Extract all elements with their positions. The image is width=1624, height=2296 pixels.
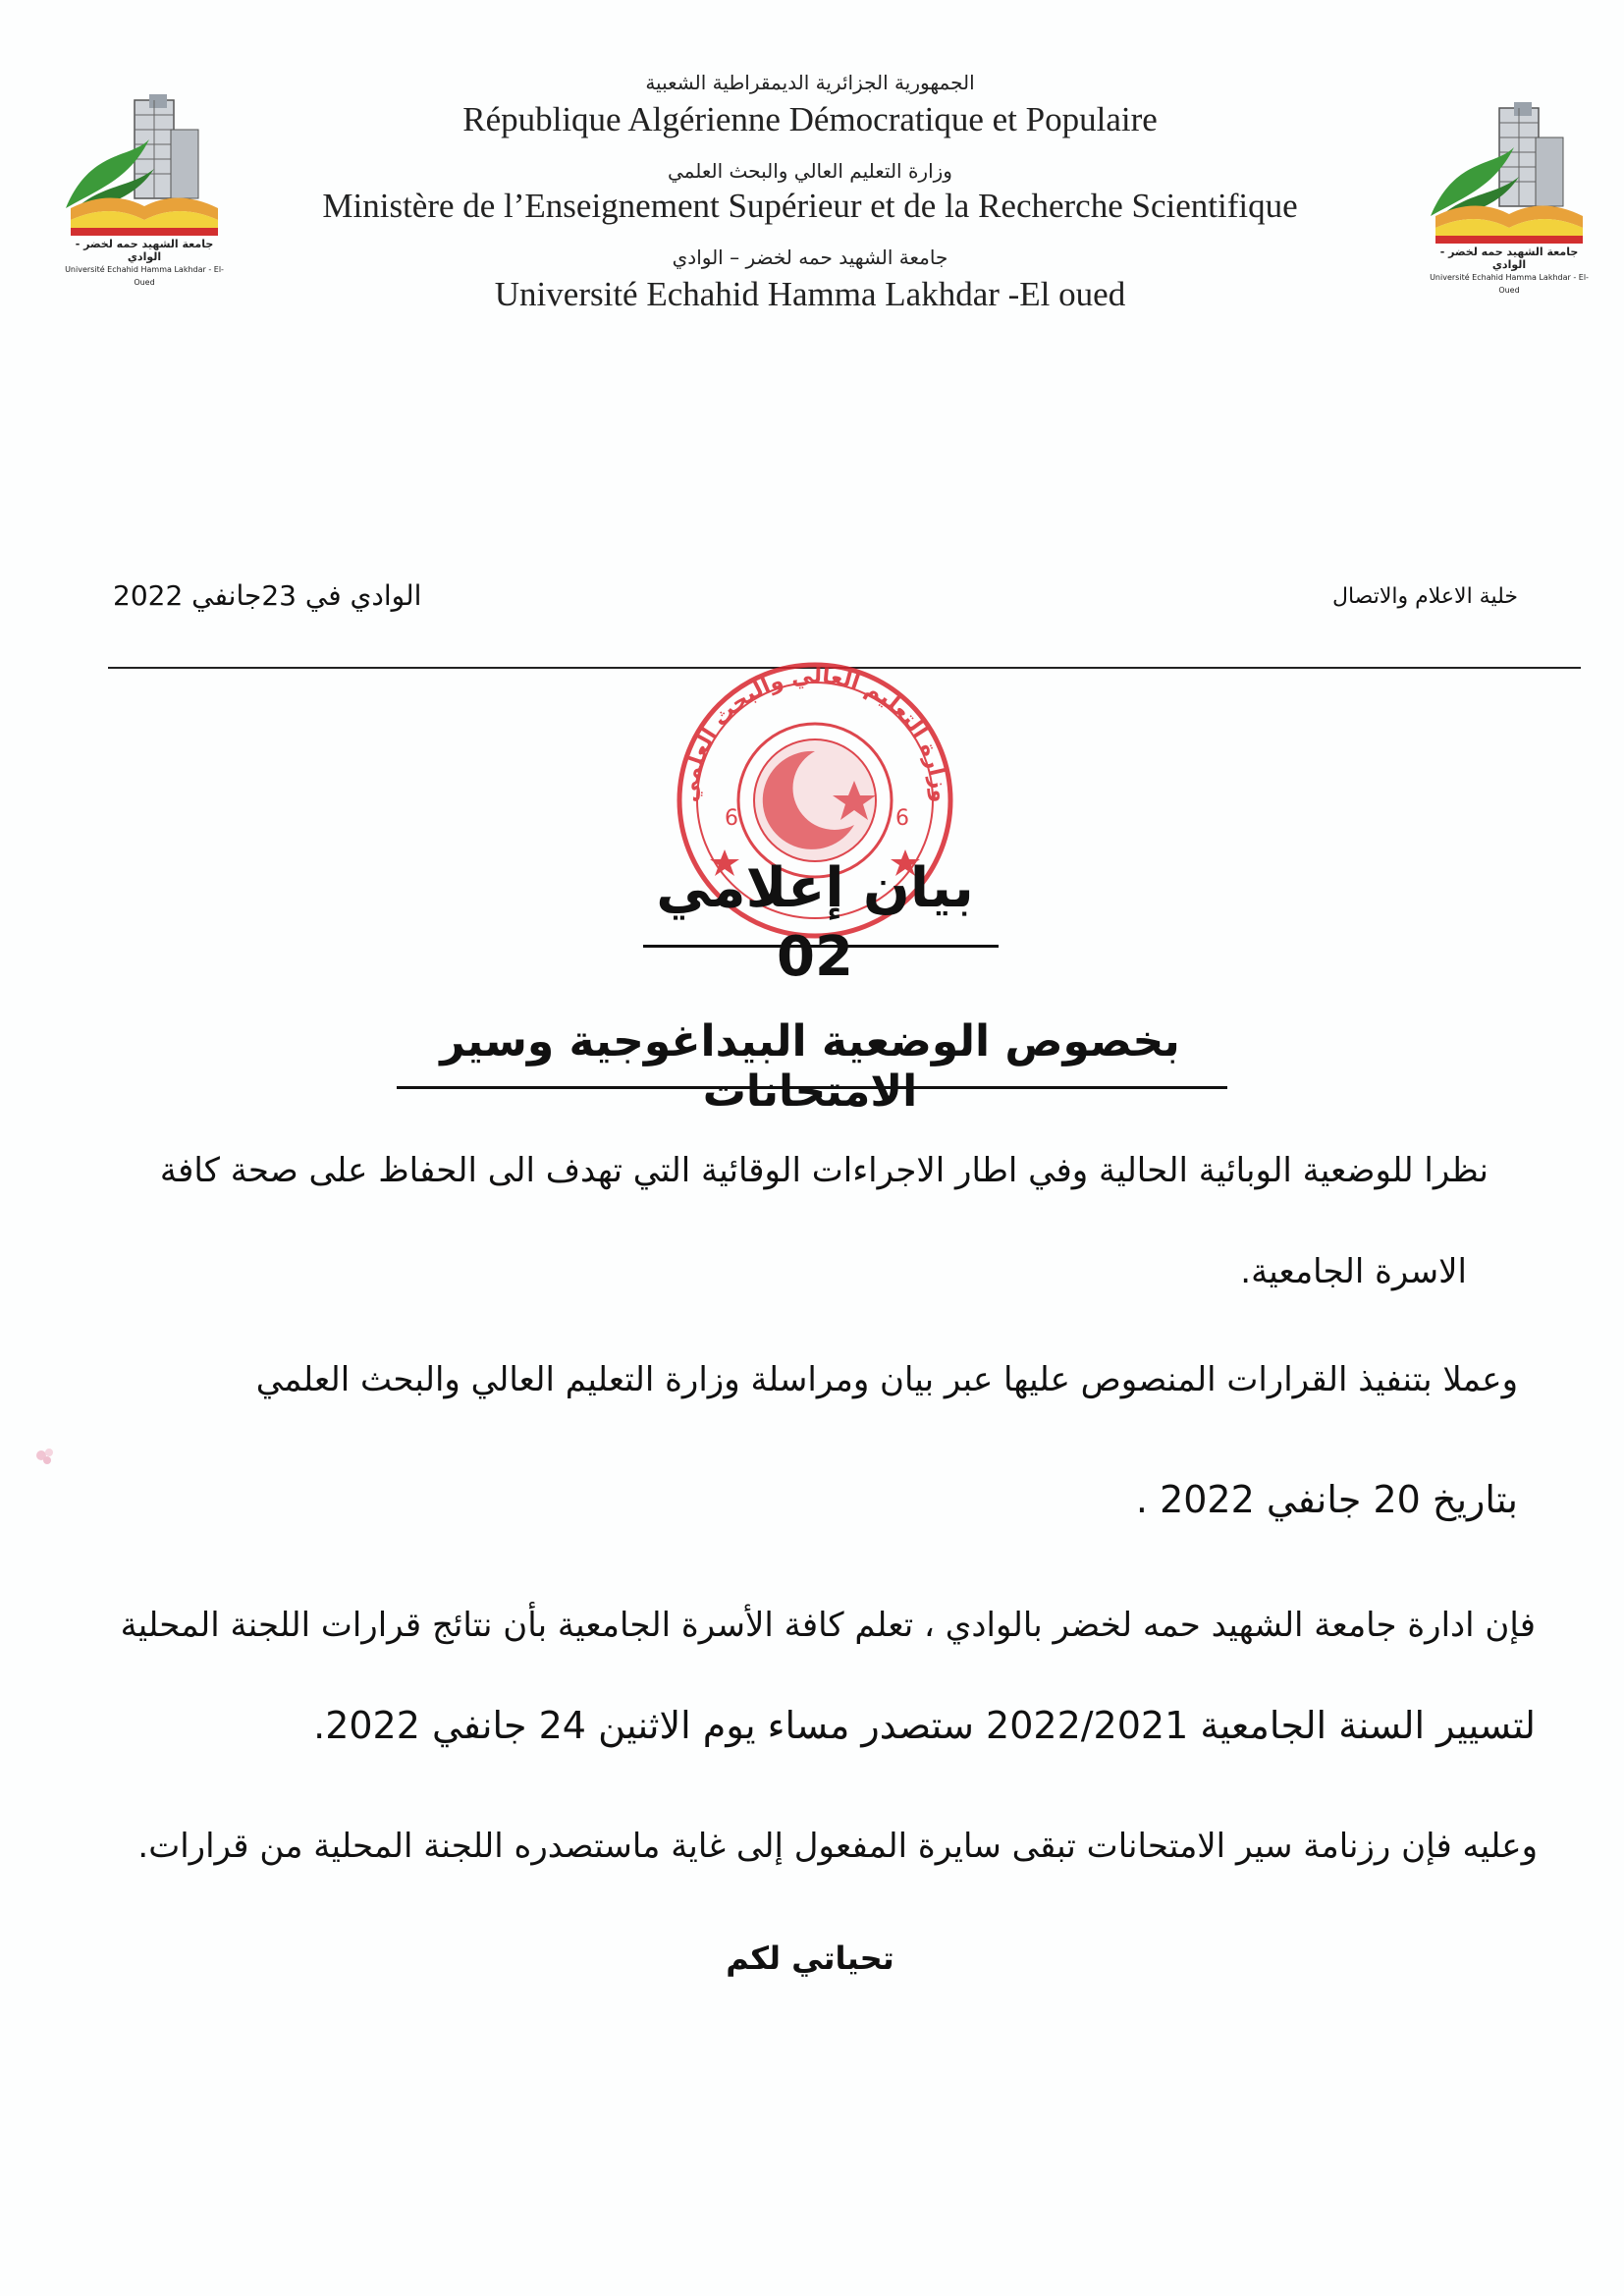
republic-ar: الجمهورية الجزائرية الديمقراطية الشعبية: [645, 71, 975, 94]
body-paragraph-7: وعليه فإن رزنامة سير الامتحانات تبقى سايرة المفعول إلى غاية ماستصدره اللجنة المحلية من قرارات.: [137, 1827, 1538, 1866]
sender-unit: خلية الاعلام والاتصال: [1331, 584, 1518, 609]
logo-caption-right: [1426, 246, 1593, 297]
title-underline: [643, 945, 999, 948]
logo-caption-fr: Université Echahid Hamma Lakhdar - El-Oued: [65, 265, 224, 287]
ministry-fr: Ministère de l’Enseignement Supérieur et de la Recherche Scientifique: [322, 187, 1298, 225]
republic-fr: République Algérienne Démocratique et Populaire: [462, 100, 1158, 138]
university-logo-left: [61, 90, 228, 287]
scan-speck: [31, 1444, 61, 1469]
body-paragraph-2: الاسرة الجامعية.: [1240, 1252, 1467, 1291]
notice-title: بيان إعلامي 02: [656, 856, 974, 989]
ministry-ar: وزارة التعليم العالي والبحث العلمي: [668, 159, 952, 183]
university-fr: Université Echahid Hamma Lakhdar -El oued: [494, 275, 1126, 313]
stamp-label: وزارة التعليم العالي والبحث العلمي: [677, 663, 952, 803]
letterhead: [245, 71, 1375, 314]
issue-date: الوادي في 23جانفي 2022: [113, 579, 422, 612]
body-paragraph-3: وعملا بتنفيذ القرارات المنصوص عليها عبر بيان ومراسلة وزارة التعليم العالي والبحث العلمي: [255, 1360, 1518, 1399]
body-paragraph-4: بتاريخ 20 جانفي 2022 .: [1135, 1478, 1518, 1521]
svg-text:6: 6: [725, 806, 738, 831]
university-ar: جامعة الشهيد حمه لخضر – الوادي: [672, 246, 948, 269]
body-paragraph-5: فإن ادارة جامعة الشهيد حمه لخضر بالوادي ، تعلم كافة الأسرة الجامعية بأن نتائج قرارات اللجنة المحلية: [120, 1606, 1536, 1645]
university-logo-icon: [1426, 98, 1593, 246]
logo-caption-left: [61, 238, 228, 289]
university-logo-icon: [61, 90, 228, 238]
logo-caption-fr: Université Echahid Hamma Lakhdar - El-Oued: [1430, 273, 1589, 295]
logo-caption-ar: جامعة الشهيد حمه لخضر - الوادي: [1439, 246, 1579, 271]
notice-subject: بخصوص الوضعية البيداغوجية وسير الامتحانات: [440, 1016, 1180, 1117]
svg-text:6: 6: [895, 806, 909, 831]
subject-underline: [397, 1086, 1227, 1089]
logo-caption-ar: جامعة الشهيد حمه لخضر - الوادي: [75, 238, 214, 263]
body-paragraph-1: نظرا للوضعية الوبائية الحالية وفي اطار الاجراءات الوقائية التي تهدف الى الحفاظ على صحة كافة: [159, 1151, 1489, 1190]
closing-salutation: تحياتي لكم: [726, 1940, 894, 1977]
university-logo-right: [1426, 98, 1593, 295]
body-paragraph-6: لتسيير السنة الجامعية 2022/2021 ستصدر مساء يوم الاثنين 24 جانفي 2022.: [313, 1704, 1536, 1747]
